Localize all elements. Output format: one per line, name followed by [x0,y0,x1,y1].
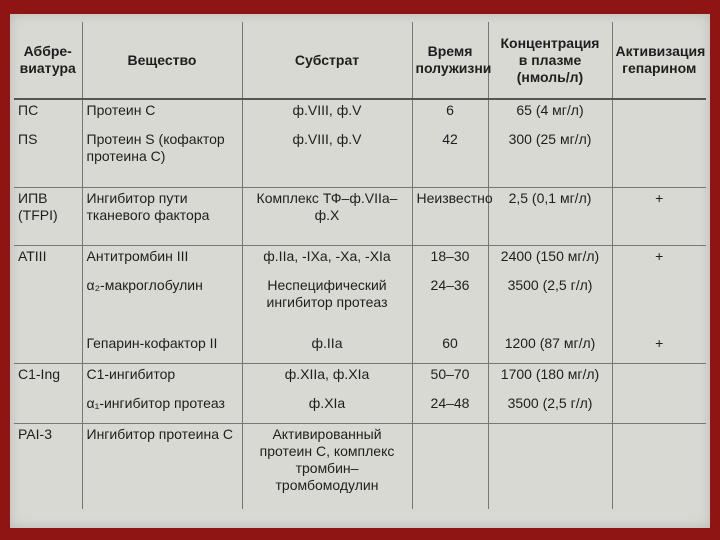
cell-substance: Ингибитор пути тканевого фактора [82,187,242,245]
cell-concentration: 65 (4 мг/л) [488,99,612,129]
table-row [14,99,706,129]
cell-abbreviation [14,333,82,363]
cell-concentration: 1700 (180 мг/л) [488,363,612,393]
header-plasma-concentration: Концентрация в плазме (нмоль/л) [488,22,612,99]
cell-abbreviation: АТIII [14,245,82,275]
header-substance: Вещество [82,22,242,99]
cell-substrate: Неспецифический ингибитор протеаз [242,275,412,333]
cell-heparin [612,275,706,333]
header-heparin-activation: Активизация гепарином [612,22,706,99]
cell-substrate: ф.VIII, ф.V [242,99,412,129]
cell-half-life: 42 [412,129,488,187]
cell-half-life: 60 [412,333,488,363]
cell-concentration: 3500 (2,5 г/л) [488,275,612,333]
table-row [14,187,706,245]
cell-substance: Ингибитор протеина С [82,423,242,509]
cell-substrate: ф.IIa [242,333,412,363]
cell-substance: α₁-ингибитор протеаз [82,393,242,423]
cell-abbreviation: ПS [18,131,38,147]
table-scan-frame [10,14,710,528]
cell-concentration: 1200 (87 мг/л) [488,333,612,363]
cell-heparin [612,363,706,393]
cell-abbreviation: ПС [18,102,39,118]
cell-substance: Протеин С [82,99,242,129]
cell-concentration: 3500 (2,5 г/л) [488,393,612,423]
cell-heparin [612,129,706,187]
cell-concentration: 2,5 (0,1 мг/л) [488,187,612,245]
cell-abbreviation: PAI-3 [14,423,82,509]
cell-substrate: Комплекс ТФ–ф.VIIa–ф.X [242,187,412,245]
table-row [14,245,706,275]
cell-substrate: ф.VIII, ф.V [242,129,412,187]
table-row [14,393,706,423]
cell-half-life: 24–48 [412,393,488,423]
table-row [14,363,706,393]
header-half-life: Время полужизни [412,22,488,99]
cell-half-life [412,423,488,509]
cell-substance: С1-ингибитор [82,363,242,393]
cell-substrate: Активированный протеин С, комплекс тромбин–тромбомодулин [242,423,412,509]
cell-abbreviation: ИПВ (TFPI) [14,187,82,245]
cell-substrate: ф.XIIa, ф.XIa [242,363,412,393]
cell-heparin: + [612,245,706,275]
cell-half-life: 6 [412,99,488,129]
cell-half-life: 50–70 [412,363,488,393]
cell-heparin [612,393,706,423]
table-row [14,423,706,509]
cell-substance: Антитромбин III [82,245,242,275]
table-row [14,333,706,363]
cell-concentration [488,423,612,509]
cell-substance: Протеин S (кофактор протеина С) [82,129,242,187]
cell-abbreviation [14,275,82,333]
header-abbreviation: Аббре- виатура [14,22,82,99]
cell-substrate: ф.IIa, -IXa, -Xa, -XIa [242,245,412,275]
cell-concentration: 300 (25 мг/л) [488,129,612,187]
cell-substance: Гепарин-кофактор II [82,333,242,363]
table-row [14,275,706,333]
cell-heparin [612,423,706,509]
cell-heparin: + [612,187,706,245]
cell-half-life: Неизвестно [412,187,488,245]
anticoagulants-table [14,22,706,509]
cell-abbreviation: C1-Ing [14,363,82,393]
cell-half-life: 18–30 [412,245,488,275]
cell-half-life: 24–36 [412,275,488,333]
cell-substance: α₂-макроглобулин [82,275,242,333]
cell-abbreviation [14,393,82,423]
cell-concentration: 2400 (150 мг/л) [488,245,612,275]
cell-heparin [612,99,706,129]
header-row [14,22,706,99]
header-substrate: Субстрат [242,22,412,99]
table-row [14,129,706,187]
cell-heparin: + [612,333,706,363]
cell-substrate: ф.XIa [242,393,412,423]
